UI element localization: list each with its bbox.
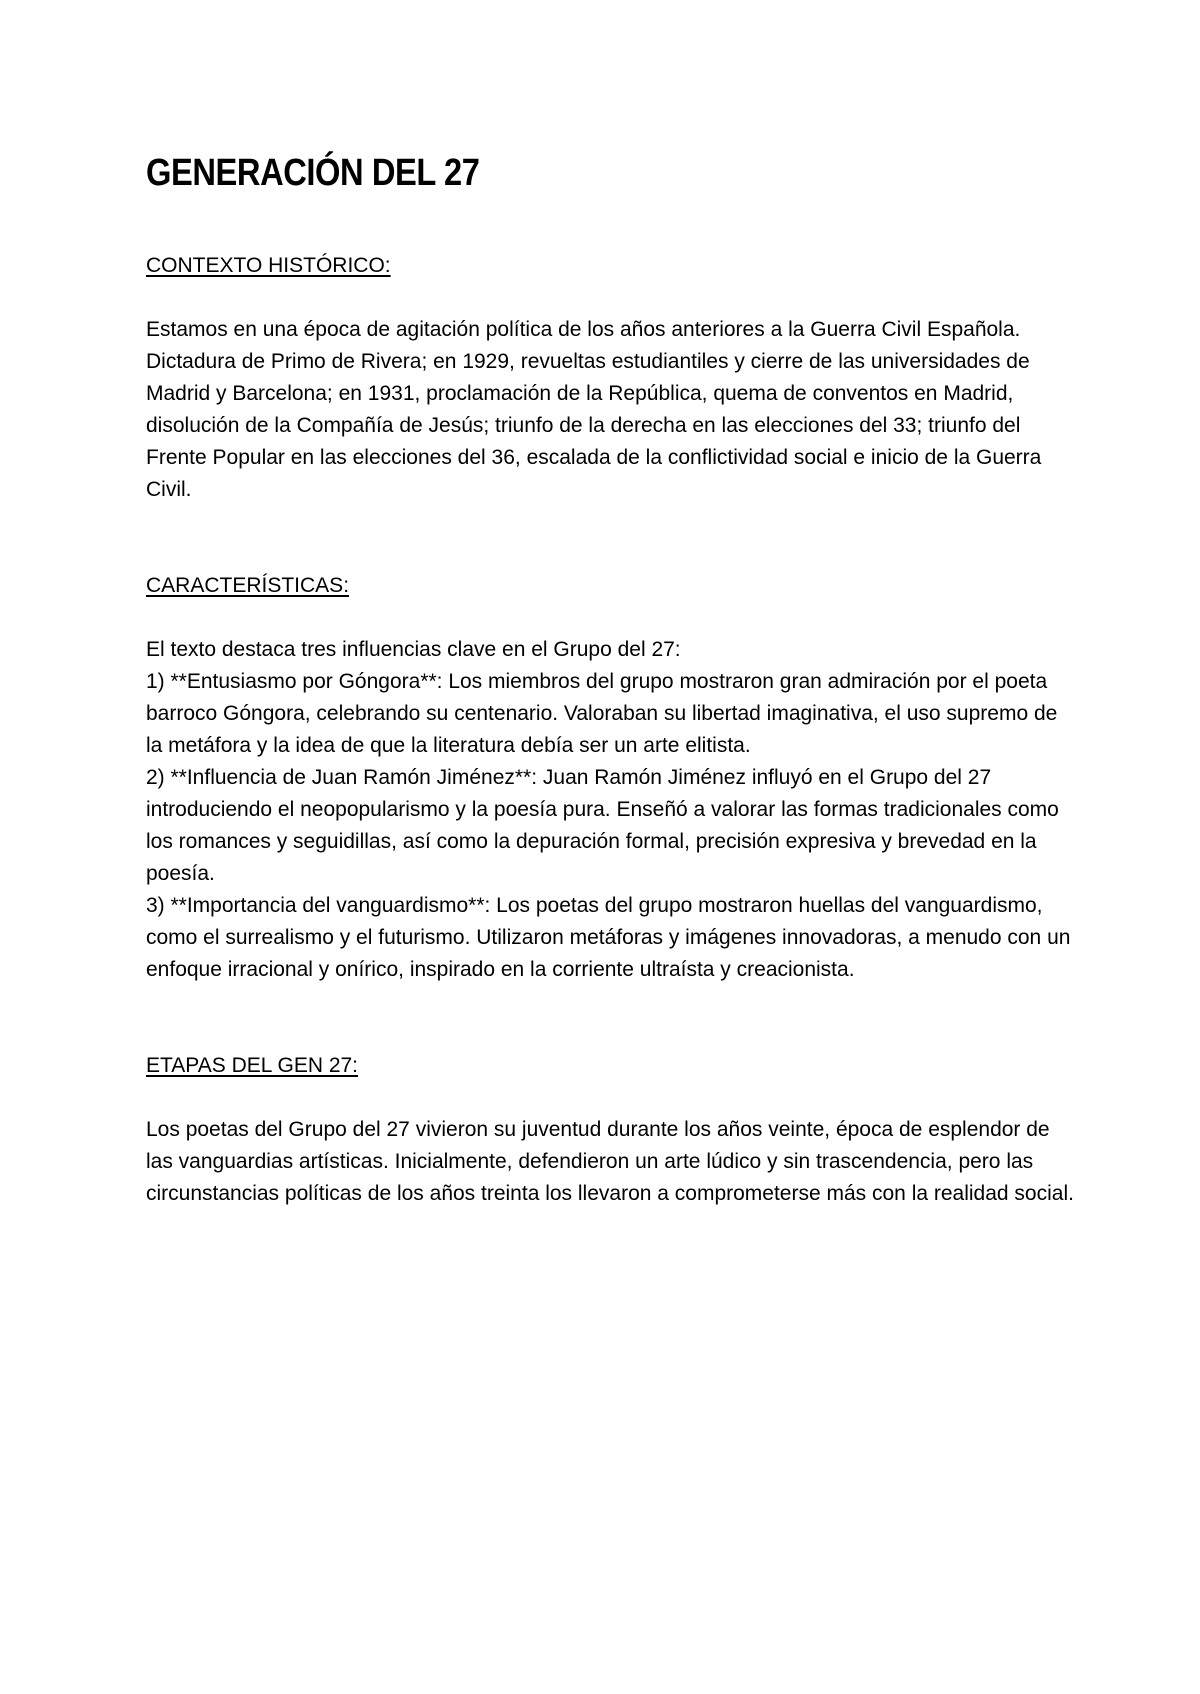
- paragraph-caracteristicas-intro: El texto destaca tres influencias clave en el Grupo del 27:: [146, 638, 681, 661]
- section-contexto: [146, 250, 1076, 506]
- document-title: GENERACIÓN DEL 27: [146, 152, 480, 194]
- influence-item-vanguardismo: 3) **Importancia del vanguardismo**: Los poetas del grupo mostraron huellas del vanguardismo, como el surrealismo y el futurismo. Utilizaron metáforas y imágenes innovadoras, a menudo con un enfoque irracional y onírico, inspirado en la corriente ultraísta y creacionista.: [146, 894, 1071, 981]
- section-heading-caracteristicas: CARACTERÍSTICAS:: [146, 574, 350, 597]
- section-heading-contexto: CONTEXTO HISTÓRICO:: [146, 254, 391, 277]
- influence-item-gongora: 1) **Entusiasmo por Góngora**: Los miembros del grupo mostraron gran admiración por el poeta barroco Góngora, celebrando su centenario. Valoraban su libertad imaginativa, el uso supremo de la metáfora y la idea de que la literatura debía ser un arte elitista.: [146, 670, 1058, 757]
- section-etapas: [146, 1050, 1076, 1210]
- section-heading-etapas: ETAPAS DEL GEN 27:: [146, 1054, 359, 1077]
- influence-item-juan-ramon: 2) **Influencia de Juan Ramón Jiménez**: Juan Ramón Jiménez influyó en el Grupo del 27 introduciendo el neopopularismo y la poesía pura. Enseñó a valorar las formas tradicionales como los romances y seguidillas, así como la depuración formal, precisión expresiva y brevedad en la poesía.: [146, 766, 1059, 885]
- paragraph-contexto: Estamos en una época de agitación política de los años anteriores a la Guerra Civil Española. Dictadura de Primo de Rivera; en 1929, revueltas estudiantiles y cierre de las universidades de Madrid y Barcelona; en 1931, proclamación de la República, quema de conventos en Madrid, disolución de la Compañía de Jesús; triunfo de la derecha en las elecciones del 33; triunfo del Frente Popular en las elecciones del 36, escalada de la conflictividad social e inicio de la Guerra Civil.: [146, 318, 1042, 501]
- paragraph-etapas: Los poetas del Grupo del 27 vivieron su juventud durante los años veinte, época de esplendor de las vanguardias artísticas. Inicialmente, defendieron un arte lúdico y sin trascendencia, pero las circunstancias políticas de los años treinta los llevaron a comprometerse más con la realidad social.: [146, 1118, 1074, 1205]
- section-caracteristicas: [146, 570, 1076, 986]
- document-content: [146, 150, 1076, 1210]
